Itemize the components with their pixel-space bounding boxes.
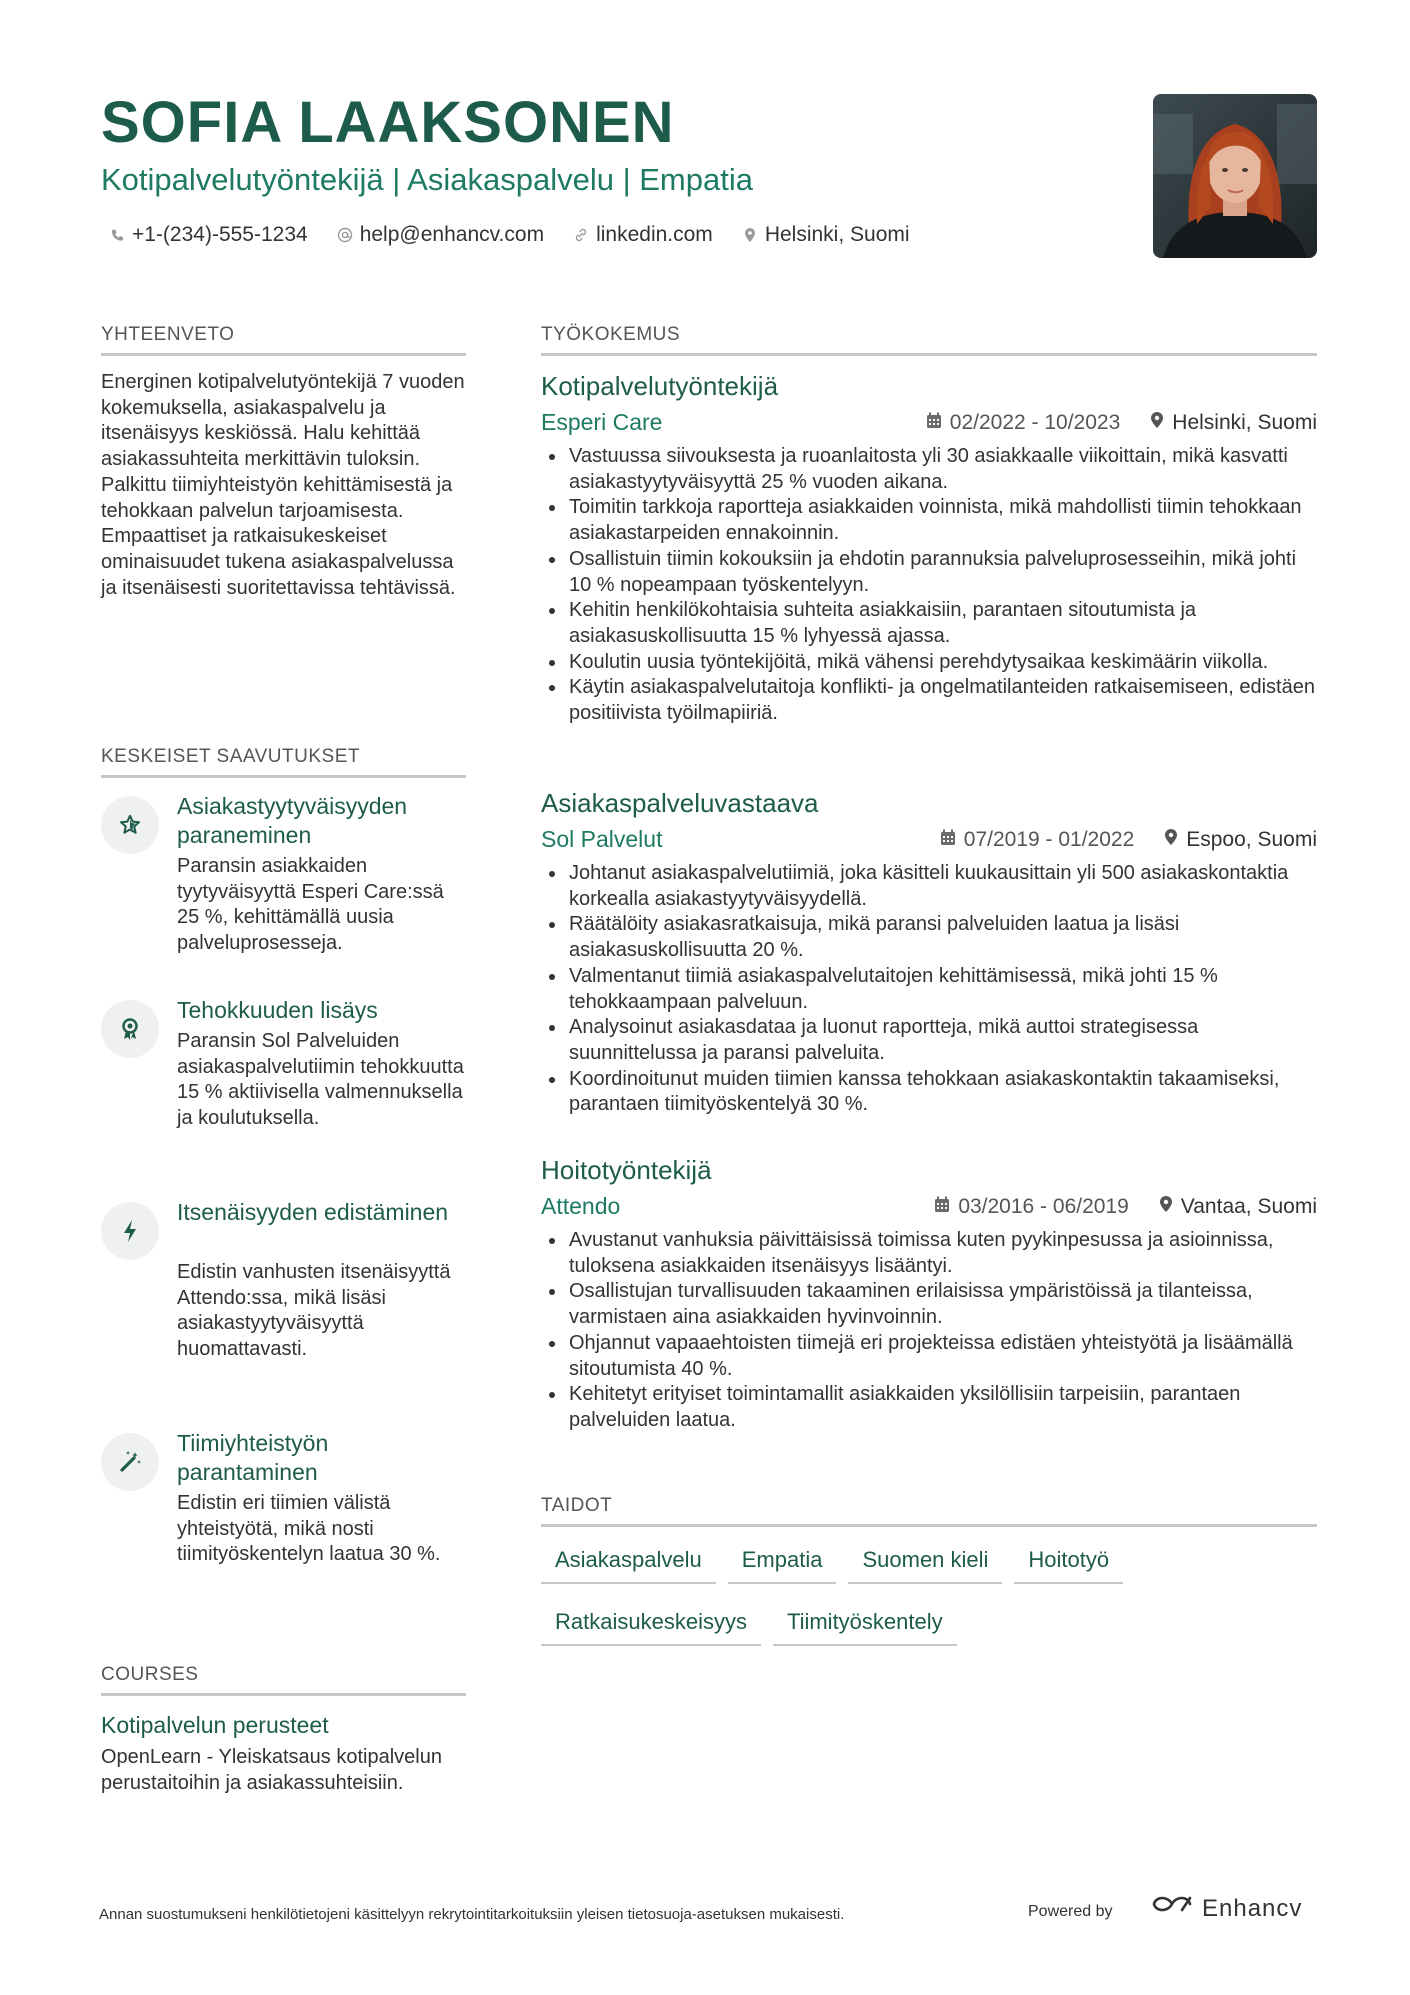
achievement-item bbox=[101, 792, 471, 962]
skills-heading: TAIDOT bbox=[541, 1494, 1317, 1527]
achievement-desc: Paransin Sol Palveluiden asiakaspalvelutiimin tehokkuutta 15 % aktiivisella valmennuksella ja koulutuksella. bbox=[177, 1030, 464, 1130]
job-location: Espoo, Suomi bbox=[1186, 828, 1317, 851]
contact-email-text: help@enhancv.com bbox=[359, 223, 545, 246]
job-bullet: Avustanut vanhuksia päivittäisissä toimissa kuten pyykinpesussa ja asioinnissa, tuloksena asiakkaiden itsenäisyys lisääntyi. bbox=[541, 1228, 1317, 1279]
job-title: Kotipalvelutyöntekijä bbox=[541, 371, 779, 401]
skill-tag: Hoitotyö bbox=[1014, 1540, 1123, 1584]
gdpr-consent: Annan suostumukseni henkilötietojeni käsittelyyn rekrytointitarkoituksiin yleisen tietosuoja-asetuksen mukaisesti. bbox=[99, 1906, 845, 1923]
contact-email[interactable] bbox=[336, 220, 544, 250]
award-icon bbox=[101, 1000, 159, 1058]
job-bullet: Käytin asiakaspalvelutaitoja konflikti- ja ongelmatilanteiden ratkaisemiseen, edistäen positiivista työilmapiiriä. bbox=[541, 675, 1317, 726]
summary-heading: YHTEENVETO bbox=[101, 323, 466, 356]
job-dates: 03/2016 - 06/2019 bbox=[958, 1195, 1129, 1218]
job-location-wrap bbox=[1150, 409, 1317, 437]
job-company: Attendo bbox=[541, 1193, 621, 1219]
phone-icon bbox=[108, 226, 126, 244]
summary-text: Energinen kotipalvelutyöntekijä 7 vuoden kokemuksella, asiakaspalvelu ja itsenäisyys keskiössä. Halu kehittää asiakassuhteita merkittävin tuloksin. Palkittu tiimiyhteistyön kehittämisestä ja tehokkaan palvelun tarjoamisesta. Empaattiset ja ratkaisukeskeiset ominaisuudet tukena asiakaspalvelussa ja itsenäisesti suoritettavissa tehtävissä. bbox=[101, 371, 465, 599]
achievement-item bbox=[101, 996, 471, 1166]
job-location-wrap bbox=[1164, 826, 1317, 854]
at-icon bbox=[336, 226, 354, 244]
job-bullet: Koordinoitunut muiden tiimien kanssa tehokkaan asiakaskontaktin takaamiseksi, parantaen tiimityöskentelyä 30 %. bbox=[541, 1067, 1317, 1118]
contact-phone[interactable] bbox=[108, 220, 308, 250]
job-bullet: Valmentanut tiimiä asiakaspalvelutaitojen kehittämisessä, mikä johti 15 % tehokkaampaan palveluun. bbox=[541, 964, 1317, 1015]
courses-heading: COURSES bbox=[101, 1663, 466, 1696]
achievement-title: Tehokkuuden lisäys bbox=[177, 997, 378, 1023]
achievement-title: Itsenäisyyden edistäminen bbox=[177, 1199, 449, 1225]
experience-heading: TYÖKOKEMUS bbox=[541, 323, 1317, 356]
job-bullet: Osallistuin tiimin kokouksiin ja ehdotin parannuksia palveluprosesseihin, mikä johti 10 % nopeampaan työskentelyyn. bbox=[541, 547, 1317, 598]
job-bullet: Kehitetyt erityiset toimintamallit asiakkaiden yksilöllisiin tarpeisiin, parantaen palveluiden laatua. bbox=[541, 1382, 1317, 1433]
link-icon bbox=[572, 226, 590, 244]
job-entry bbox=[541, 786, 1317, 1116]
job-meta bbox=[940, 826, 1317, 854]
candidate-name: SOFIA LAAKSONEN bbox=[101, 90, 675, 155]
skill-tag: Tiimityöskentely bbox=[773, 1602, 957, 1646]
job-company: Sol Palvelut bbox=[541, 826, 663, 852]
course-title: Kotipalvelun perusteet bbox=[101, 1712, 329, 1738]
calendar-icon bbox=[940, 826, 956, 854]
job-entry bbox=[541, 1153, 1317, 1433]
job-location: Helsinki, Suomi bbox=[1172, 411, 1317, 434]
job-company: Esperi Care bbox=[541, 409, 663, 435]
skill-tag: Empatia bbox=[728, 1540, 837, 1584]
skills-list bbox=[541, 1540, 1317, 1646]
job-meta bbox=[934, 1193, 1317, 1221]
job-location: Vantaa, Suomi bbox=[1180, 1195, 1317, 1218]
job-bullets bbox=[541, 444, 1317, 727]
job-dates: 02/2022 - 10/2023 bbox=[949, 411, 1121, 434]
achievement-title: Asiakastyytyväisyyden paraneminen bbox=[177, 793, 408, 848]
job-bullet: Kehitin henkilökohtaisia suhteita asiakkaisiin, parantaen sitoutumista ja asiakasuskollisuutta 15 % lyhyessä ajassa. bbox=[541, 598, 1317, 649]
contact-location-text: Helsinki, Suomi bbox=[764, 223, 910, 246]
contact-bar bbox=[108, 220, 910, 250]
job-bullet: Osallistujan turvallisuuden takaaminen erilaisissa ympäristöissä ja tilanteissa, varmistaen aina asiakkaiden hyvinvoinnin. bbox=[541, 1279, 1317, 1330]
achievement-item bbox=[101, 1198, 471, 1398]
contact-location bbox=[741, 220, 910, 250]
job-bullet: Koulutin uusia työntekijöitä, mikä vähensi perehdytysaikaa keskimäärin viikolla. bbox=[541, 650, 1317, 676]
contact-phone-text: +1-(234)-555-1234 bbox=[132, 223, 308, 246]
bolt-icon bbox=[101, 1202, 159, 1260]
achievement-item bbox=[101, 1429, 471, 1609]
job-bullets bbox=[541, 861, 1317, 1118]
magic-wand-icon bbox=[101, 1433, 159, 1491]
achievement-desc: Edistin eri tiimien välistä yhteistyötä, mikä nosti tiimityöskentelyn laatua 30 %. bbox=[177, 1492, 441, 1566]
location-icon bbox=[1150, 409, 1164, 437]
skill-tag: Ratkaisukeskeisyys bbox=[541, 1602, 761, 1646]
profile-photo bbox=[1153, 94, 1317, 258]
skill-tag: Asiakaspalvelu bbox=[541, 1540, 716, 1584]
job-bullet: Ohjannut vapaaehtoisten tiimejä eri projekteissa edistäen yhteistyötä ja lisäämällä sitoutumista 40 %. bbox=[541, 1331, 1317, 1382]
job-meta bbox=[926, 409, 1317, 437]
achievement-title: Tiimiyhteistyön parantaminen bbox=[177, 1430, 329, 1485]
job-location-wrap bbox=[1159, 1193, 1317, 1221]
job-bullet: Analysoinut asiakasdataa ja luonut raportteja, mikä auttoi strategisessa suunnittelussa ja paransi palveluita. bbox=[541, 1015, 1317, 1066]
enhancv-logo[interactable] bbox=[1148, 1892, 1302, 1925]
star-icon bbox=[101, 796, 159, 854]
job-bullet: Räätälöity asiakasratkaisuja, mikä paransi palveluiden laatua ja lisäsi asiakasuskollisuutta 20 %. bbox=[541, 912, 1317, 963]
location-icon bbox=[1164, 826, 1178, 854]
job-title: Asiakaspalveluvastaava bbox=[541, 788, 819, 818]
achievements-heading: KESKEISET SAAVUTUKSET bbox=[101, 745, 466, 778]
contact-linkedin[interactable] bbox=[572, 220, 713, 250]
job-bullet: Vastuussa siivouksesta ja ruoanlaitosta yli 30 asiakkaalle viikoittain, mikä kasvatti asiakastyytyväisyyttä 25 % vuoden aikana. bbox=[541, 444, 1317, 495]
skill-tag: Suomen kieli bbox=[848, 1540, 1002, 1584]
calendar-icon bbox=[926, 409, 942, 437]
powered-by-label: Powered by bbox=[1028, 1903, 1113, 1920]
location-icon bbox=[741, 226, 759, 244]
job-bullet: Toimitin tarkkoja raportteja asiakkaiden voinnista, mikä mahdollisti tiimin tehokkaan asiakastarpeiden ennakoinnin. bbox=[541, 495, 1317, 546]
location-icon bbox=[1159, 1193, 1173, 1221]
job-bullet: Johtanut asiakaspalvelutiimiä, joka käsitteli kuukausittain yli 500 asiakaskontaktia korkealla asiakastyytyväisyydellä. bbox=[541, 861, 1317, 912]
job-entry bbox=[541, 369, 1317, 749]
contact-linkedin-text: linkedin.com bbox=[596, 223, 713, 246]
job-bullets bbox=[541, 1228, 1317, 1434]
calendar-icon bbox=[934, 1193, 950, 1221]
job-title: Hoitotyöntekijä bbox=[541, 1155, 712, 1185]
enhancv-logo-icon bbox=[1148, 1892, 1196, 1925]
job-dates: 07/2019 - 01/2022 bbox=[963, 828, 1135, 851]
enhancv-logo-text: Enhancv bbox=[1202, 1894, 1303, 1922]
course-desc: OpenLearn - Yleiskatsaus kotipalvelun perustaitoihin ja asiakassuhteisiin. bbox=[101, 1746, 442, 1794]
achievement-desc: Paransin asiakkaiden tyytyväisyyttä Esperi Care:ssä 25 %, kehittämällä uusia palveluprosesseja. bbox=[177, 855, 444, 955]
achievement-desc: Edistin vanhusten itsenäisyyttä Attendo:ssa, mikä lisäsi asiakastyytyväisyyttä huomattavasti. bbox=[177, 1261, 451, 1361]
candidate-tagline: Kotipalvelutyöntekijä | Asiakaspalvelu | Empatia bbox=[101, 162, 753, 197]
